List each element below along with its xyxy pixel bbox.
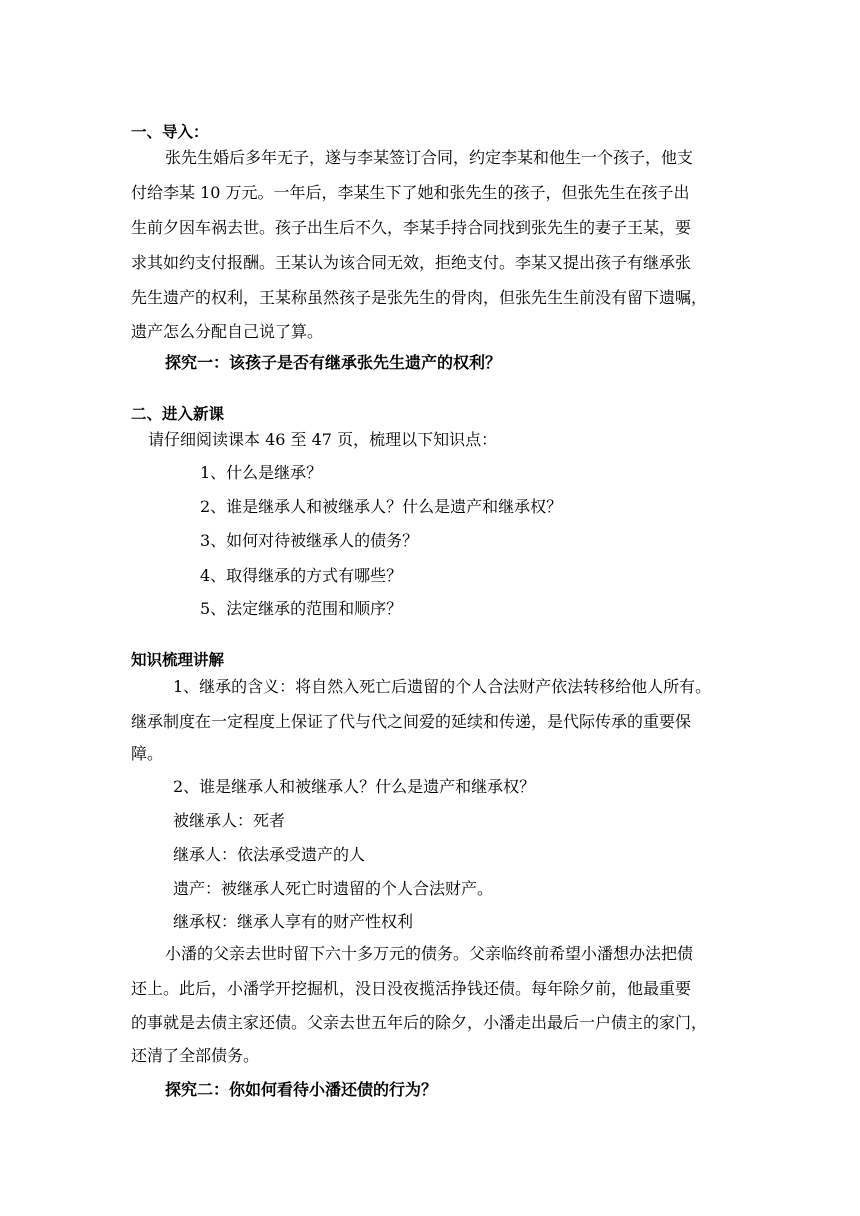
story-line: 还清了全部债务。	[131, 1046, 260, 1065]
intro-line: 张先生婚后多年无子，遂与李某签订合同，约定李某和他生一个孩子，他支	[165, 148, 694, 167]
reading-instruction: 请仔细阅读课本 46 至 47 页，梳理以下知识点：	[148, 430, 498, 449]
question-item: 1、什么是继承？	[200, 463, 323, 482]
meaning-line: 障。	[131, 744, 164, 763]
story-line: 小潘的父亲去世时留下六十多万元的债务。父亲临终前希望小潘想办法把债	[165, 944, 694, 963]
intro-line: 先生遗产的权利，王某称虽然孩子是张先生的骨肉，但张先生生前没有留下遗嘱，	[131, 288, 708, 307]
question-item: 3、如何对待被继承人的债务？	[200, 531, 419, 550]
new-lesson-heading: 二、进入新课	[131, 405, 225, 423]
story-line: 还上。此后，小潘学开挖掘机，没日没夜揽活挣钱还债。每年除夕前，他最重要	[131, 979, 692, 998]
intro-line: 求其如约支付报酬。王某认为该合同无效，拒绝支付。李某又提出孩子有继承张	[131, 253, 692, 272]
intro-line: 遗产怎么分配自己说了算。	[131, 322, 324, 341]
meaning-line: 继承制度在一定程度上保证了代与代之间爱的延续和传递，是代际传承的重要保	[131, 712, 692, 731]
definition-item: 被继承人：死者	[173, 811, 286, 830]
definition-item: 遗产：被继承人死亡时遗留的个人合法财产。	[173, 879, 494, 898]
question-item: 4、取得继承的方式有哪些？	[200, 566, 403, 585]
story-line: 的事就是去债主家还债。父亲去世五年后的除夕，小潘走出最后一户债主的家门，	[131, 1013, 708, 1032]
intro-line: 生前夕因车祸去世。孩子出生后不久，李某手持合同找到张先生的妻子王某，要	[131, 218, 692, 237]
definition-item: 继承权：继承人享有的财产性权利	[173, 912, 414, 931]
explore-question-2: 探究二：你如何看待小潘还债的行为？	[165, 1080, 438, 1099]
question-2-repeat: 2、谁是继承人和被继承人？什么是遗产和继承权？	[173, 777, 536, 796]
question-item: 5、法定继承的范围和顺序？	[200, 599, 403, 618]
meaning-line: 1、继承的含义：将自然入死亡后遗留的个人合法财产依法转移给他人所有。	[173, 677, 712, 696]
definition-item: 继承人：依法承受遗产的人	[173, 845, 366, 864]
intro-heading: 一、导入：	[131, 123, 209, 141]
intro-line: 付给李某 10 万元。一年后，李某生下了她和张先生的孩子，但张先生在孩子出	[131, 183, 690, 202]
knowledge-heading: 知识梳理讲解	[131, 651, 225, 669]
explore-question-1: 探究一：该孩子是否有继承张先生遗产的权利？	[165, 353, 502, 372]
question-item: 2、谁是继承人和被继承人？什么是遗产和继承权？	[200, 497, 563, 516]
